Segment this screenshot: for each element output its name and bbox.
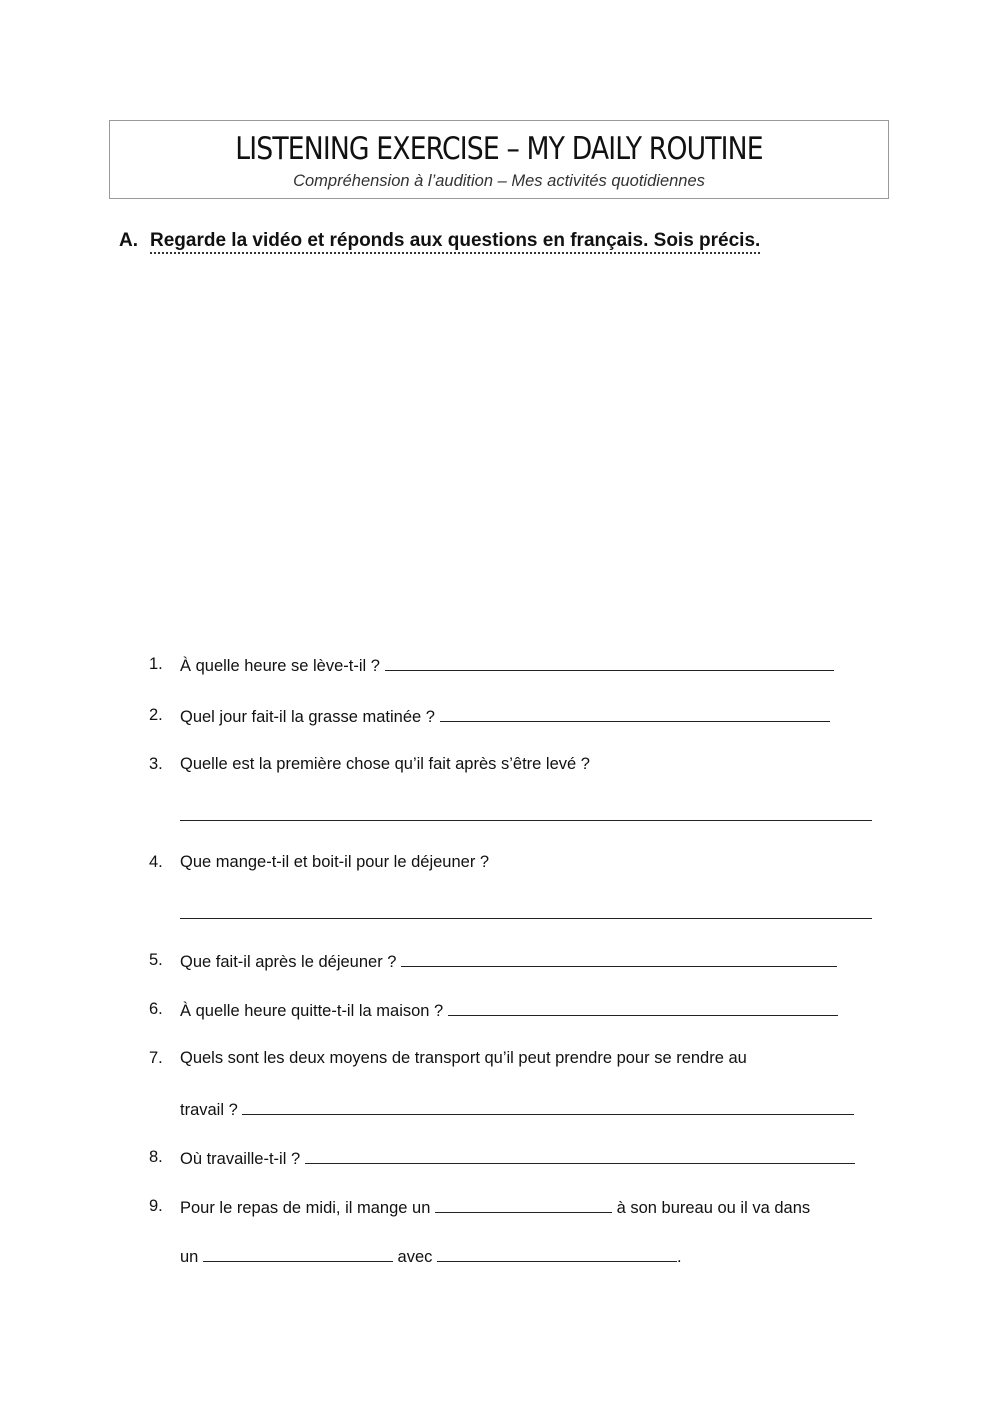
answer-blank[interactable] xyxy=(305,1147,855,1164)
question-5-text-row xyxy=(180,950,837,972)
answer-blank[interactable] xyxy=(242,1098,854,1115)
question-text: Que mange-t-il et boit-il pour le déjeuner ? xyxy=(180,853,490,871)
answer-blank[interactable] xyxy=(385,654,834,671)
question-text-end: . xyxy=(677,1248,682,1266)
question-text: Quel jour fait-il la grasse matinée ? xyxy=(180,708,435,726)
question-8-text-row xyxy=(180,1147,855,1169)
question-number: 4. xyxy=(149,853,163,871)
question-6 xyxy=(149,999,163,1019)
page-title: LISTENING EXERCISE – MY DAILY ROUTINE xyxy=(235,131,763,167)
question-text-mid: à son bureau ou il va dans xyxy=(616,1199,811,1217)
question-4 xyxy=(149,852,163,872)
answer-blank[interactable] xyxy=(180,918,872,919)
question-text: Quels sont les deux moyens de transport qu’il peut prendre pour se rendre au xyxy=(180,1049,747,1067)
question-4-text-row xyxy=(180,852,489,872)
question-number: 7. xyxy=(149,1049,163,1067)
question-6-text-row xyxy=(180,999,838,1021)
question-number: 1. xyxy=(149,655,163,673)
question-7-text-row xyxy=(180,1048,747,1068)
section-a-heading xyxy=(119,229,760,253)
answer-blank[interactable] xyxy=(203,1245,393,1262)
question-9 xyxy=(149,1196,163,1216)
question-text-continued: travail ? xyxy=(180,1101,238,1119)
question-8 xyxy=(149,1147,163,1167)
question-number: 5. xyxy=(149,951,163,969)
question-2 xyxy=(149,705,163,725)
section-instruction: Regarde la vidéo et réponds aux questions en français. Sois précis. xyxy=(150,230,760,254)
question-number: 3. xyxy=(149,755,163,773)
question-9-text-row-2 xyxy=(180,1245,682,1267)
question-number: 8. xyxy=(149,1148,163,1166)
answer-blank[interactable] xyxy=(437,1245,677,1262)
question-text: À quelle heure quitte-t-il la maison ? xyxy=(180,1002,444,1020)
answer-blank[interactable] xyxy=(435,1196,612,1213)
page-subtitle: Compréhension à l’audition – Mes activités quotidiennes xyxy=(293,172,705,190)
question-3-text-row xyxy=(180,754,590,774)
question-9-text-row xyxy=(180,1196,810,1218)
question-3 xyxy=(149,754,163,774)
question-text: Que fait-il après le déjeuner ? xyxy=(180,953,397,971)
question-5 xyxy=(149,950,163,970)
question-text: Pour le repas de midi, il mange un xyxy=(180,1199,431,1217)
answer-blank[interactable] xyxy=(440,705,830,722)
answer-blank[interactable] xyxy=(401,950,837,967)
title-box xyxy=(109,120,889,199)
question-text: À quelle heure se lève-t-il ? xyxy=(180,657,380,675)
question-number: 6. xyxy=(149,1000,163,1018)
question-text: Où travaille-t-il ? xyxy=(180,1150,301,1168)
question-number: 9. xyxy=(149,1197,163,1215)
section-letter: A. xyxy=(119,230,138,251)
question-text-mid-2: avec xyxy=(397,1248,433,1266)
question-text-continued: un xyxy=(180,1248,199,1266)
question-2-text-row xyxy=(180,705,830,727)
answer-blank[interactable] xyxy=(180,820,872,821)
question-number: 2. xyxy=(149,706,163,724)
question-7-text-row-2 xyxy=(180,1098,854,1120)
answer-blank[interactable] xyxy=(448,999,838,1016)
question-text: Quelle est la première chose qu’il fait après s’être levé ? xyxy=(180,755,590,773)
question-7 xyxy=(149,1048,163,1068)
question-1-text-row xyxy=(180,654,834,676)
